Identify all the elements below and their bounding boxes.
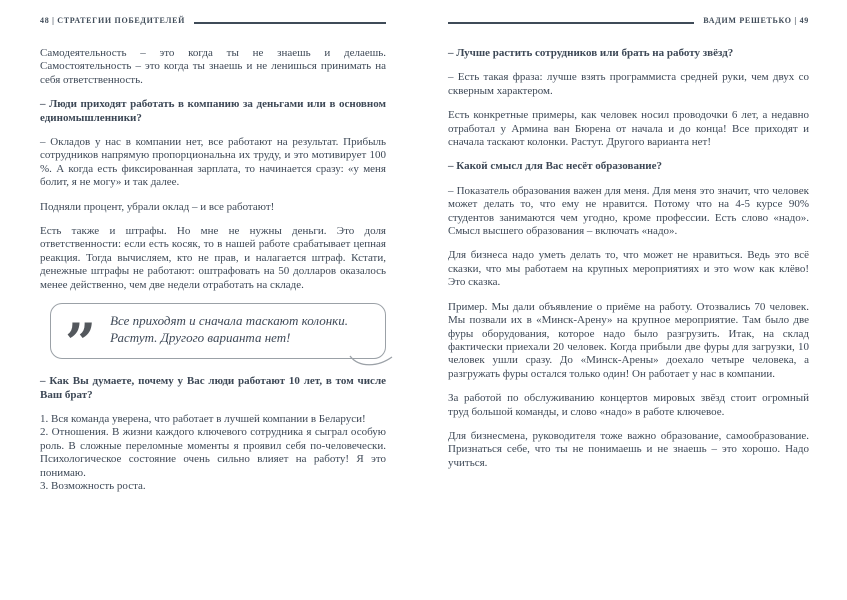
list-item-2: 2. Отношения. В жизни каждого ключевого сотрудника я сыграл особую роль. В сложные переломные моменты я проявил себя по-человечески. Психологическое состояние очень сильно влияет на работу! Я это понимаю.	[40, 426, 386, 479]
paragraph-fines: Есть также и штрафы. Но мне не нужны деньги. Это доля ответственности: если есть косяк, то в нашей работе срабатывает цепная реакция. Тогда вычисляем, кто не прав, и налагается штраф. Кстати, денежные штрафы не работают: оштрафовать на 50 долларов оказалось менее действенно, чем две недели отработать на складе.	[40, 225, 386, 291]
paragraph-examples: Есть конкретные примеры, как человек носил проводочки 6 лет, а недавно отработал у Армина ван Бюрена от начала и до конца! Все приходят и сначала таскают колонки. Растут. Другого варианта нет!	[448, 109, 809, 149]
paragraph-percent: Подняли процент, убрали оклад – и все работают!	[40, 200, 275, 213]
pull-quote-text: Все приходят и сначала таскают колонки. Растут. Другого варианта нет!	[110, 313, 348, 346]
page-left	[40, 0, 386, 600]
right-header-label: ВАДИМ РЕШЕТЬКО | 49	[703, 16, 809, 25]
left-page-body	[40, 47, 386, 504]
list-item-1: 1. Вся команда уверена, что работает в лучшей компании в Беларуси!	[40, 412, 366, 425]
paragraph-hiring: Пример. Мы дали объявление о приёме на работу. Отозвались 70 человек. Мы позвали их в «Минск-Арену» на крупное мероприятие. Там было две фуры оборудования, которое надо было разгрузить. Итак, на склад фактически приехали 20 человек. Когда прибыли две фуры для загрузки, 10 человек ушли сразу. До «Минск-Арены» доехало четыре человека, а разгружать фуры остался только один! Он работает у нас в компании.	[448, 300, 809, 380]
list-item-3: 3. Возможность роста.	[40, 479, 146, 492]
paragraph-intro: Самодеятельность – это когда ты не знаешь и делаешь. Самостоятельность – это когда ты знаешь и не ленишься принимать на себя ответственность.	[40, 47, 386, 86]
interview-question-loyalty: – Как Вы думаете, почему у Вас люди работают 10 лет, в том числе Ваш брат?	[40, 375, 386, 401]
left-page-header	[40, 16, 386, 25]
right-page-body	[448, 47, 809, 481]
answer-grow: – Есть такая фраза: лучше взять программиста средней руки, чем двух со скверным характером.	[448, 71, 809, 97]
answer-education: – Показатель образования важен для меня. Для меня это значит, что человек может делать то, что ему не нравится. Потому что на 4-5 курсе 90% студентов занимаются чем угодно, кроме профессии. Есть слово «надо». Смысл высшего образования – включать «надо».	[448, 184, 809, 238]
left-header-label: 48 | СТРАТЕГИИ ПОБЕДИТЕЛЕЙ	[40, 16, 186, 25]
paragraph-salary: – Окладов у нас в компании нет, все работают на результат. Прибыль сотрудников напрямую пропорциональна их труду, и это мотивирует 100 %. А когда есть фиксированная зарплата, то начинается сразу: «у меня болит, я не могу» и так далее.	[40, 136, 386, 189]
interview-question-grow: – Лучше растить сотрудников или брать на работу звёзд?	[448, 47, 734, 59]
left-header-rule	[194, 22, 386, 24]
interview-question-money: – Люди приходят работать в компанию за деньгами или в основном единомышленники?	[40, 98, 386, 124]
page-right	[448, 0, 809, 600]
interview-question-education: – Какой смысл для Вас несёт образование?	[448, 160, 663, 173]
right-header-rule	[448, 22, 694, 24]
right-page-header	[448, 16, 809, 25]
paragraph-concerts: За работой по обслуживанию концертов мировых звёзд стоит огромный труд большой команды, и слово «надо» в работе ключевое.	[448, 392, 809, 418]
quote-box-tail-curve	[349, 354, 393, 370]
paragraph-business: Для бизнеса надо уметь делать то, что может не нравиться. Ведь это всё сказки, что мы работаем на крупных мероприятиях и это wow как клёво! Это сказка.	[448, 249, 809, 289]
paragraph-selfeducation: Для бизнесмена, руководителя тоже важно образование, самообразование. Признаться себе, что ты не понимаешь и не знаешь – это хорошо. Надо учиться.	[448, 429, 809, 469]
pull-quote-box: ” Все приходят и сначала таскают колонки. Растут. Другого варианта нет!	[50, 303, 386, 359]
